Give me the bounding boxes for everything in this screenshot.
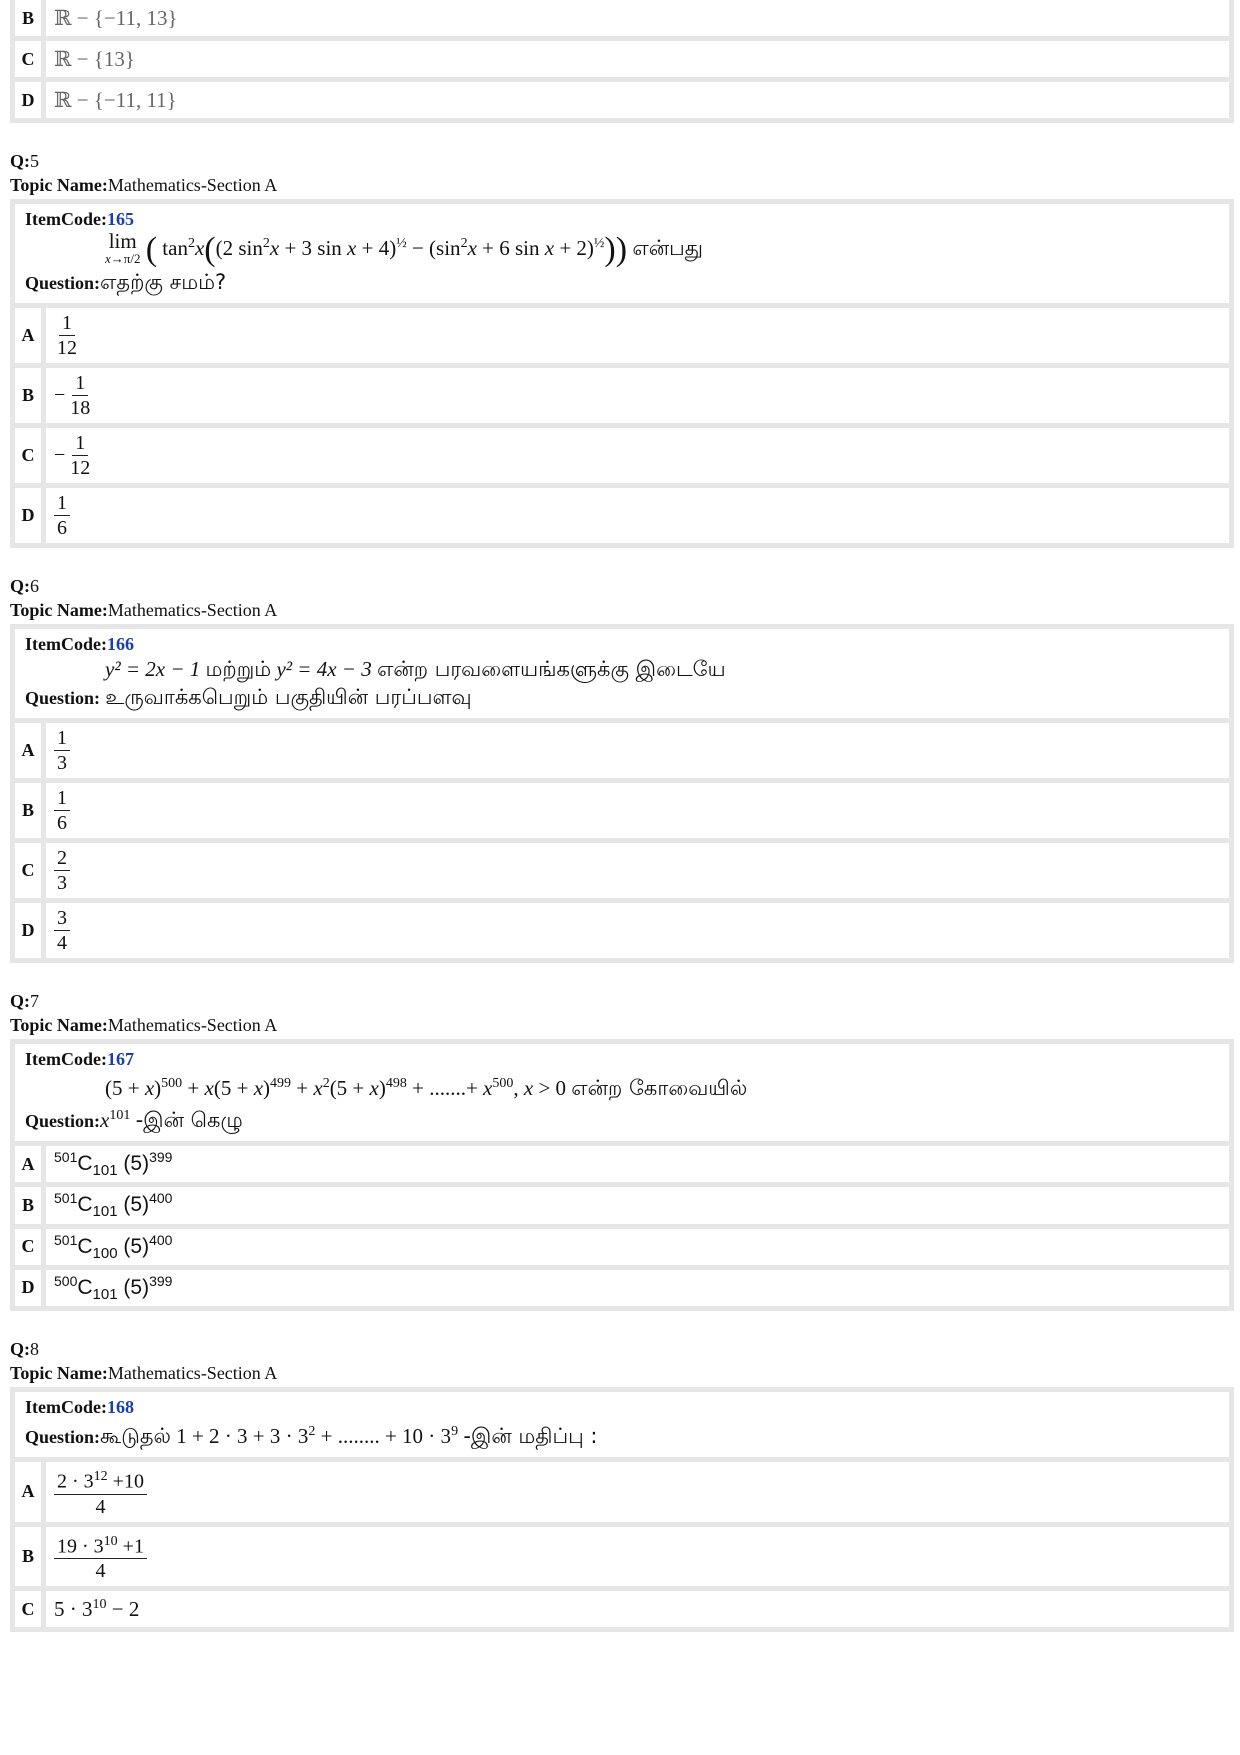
option-label: D — [15, 82, 46, 118]
option-fraction: $\frac{2}{3}$ — [54, 846, 70, 895]
option-row[interactable] — [10, 903, 1234, 963]
question-stem: y² = 2x − 1 மற்றும் y² = 4x − 3 என்ற பரவளையங்களுக்கு இடையே — [105, 657, 726, 682]
option-fraction: $\frac{2 \cdot 3^{12} +10}{4}$ — [54, 1465, 147, 1519]
stem-text: எதற்கு சமம்? — [100, 270, 227, 295]
option-row[interactable] — [10, 1591, 1234, 1632]
option-fraction: $\frac{1}{12}$ — [70, 432, 91, 480]
option-row[interactable] — [15, 0, 1229, 41]
topic-name: Topic Name:Mathematics-Section A — [10, 600, 278, 621]
question-panel — [10, 624, 1234, 723]
option-fraction: $\frac{1}{6}$ — [54, 491, 70, 540]
option-row[interactable] — [10, 1229, 1234, 1270]
option-value: $^{501}C_{101}$ $(5)^{400}$ — [54, 1190, 173, 1221]
option-value: ℝ − {13} — [54, 46, 135, 71]
option-fraction: $\frac{1}{3}$ — [54, 726, 70, 775]
question-panel: ItemCode:167 $(5 + x)^{500} + x(5 + x)^{499} + x^2(5 + x)^{498}$ + .......+ $x^{500}$, x > 0 என்ற கோவையில் $Question:x^{101}$ -இன் கெழு — [10, 1039, 1234, 1146]
question-block — [10, 989, 1234, 1311]
question-number: Q:7 — [10, 991, 39, 1012]
option-value: $^{501}C_{100}$ $(5)^{400}$ — [54, 1231, 173, 1262]
option-fraction: $\frac{1}{12}$ — [57, 312, 77, 360]
prev-options — [10, 0, 1234, 123]
option-value: ℝ − {−11, 13} — [54, 5, 178, 30]
question-stem: lim x→π/2 ( $\tan^2x((2$ $\sin^2x + 3$ $\sin x + 4)^{\frac{1}{2}} - (\sin^2x + 6$ sin x + 2)$^{\frac{1}{2}}$)) என்பது — [105, 229, 703, 269]
option-label: A — [15, 1146, 46, 1182]
stem-text: -இன் கெழு — [135, 1108, 243, 1133]
stem-text: என்ற கோவையில் — [571, 1076, 748, 1101]
question-block — [10, 1337, 1234, 1632]
question-number: Q:8 — [10, 1338, 39, 1359]
option-label: D — [15, 488, 46, 543]
option-row[interactable] — [10, 843, 1234, 903]
option-label: A — [15, 723, 46, 778]
option-row[interactable] — [10, 1146, 1234, 1187]
option-label: C — [15, 1591, 46, 1627]
option-label: C — [15, 428, 46, 483]
option-value: ℝ − {−11, 11} — [54, 87, 177, 112]
option-label: D — [15, 903, 46, 958]
option-row[interactable]: C − $\frac{1}{12}$ — [10, 428, 1234, 488]
stem-text: உருவாக்கபெறும் பகுதியின் பரப்பளவு — [105, 685, 472, 710]
option-label: A — [15, 1462, 46, 1522]
option-row[interactable] — [10, 783, 1234, 843]
option-value: $^{500}C_{101}$ $(5)^{399}$ — [54, 1272, 173, 1303]
question-panel — [10, 199, 1234, 308]
question-panel — [10, 1387, 1234, 1462]
question-block — [10, 149, 1234, 548]
option-label: C — [15, 843, 46, 898]
option-fraction: $\frac{19 \cdot 3^{10} +1}{4}$ — [54, 1530, 147, 1584]
option-row[interactable] — [10, 1527, 1234, 1592]
option-value: $^{501}C_{101}$ $(5)^{399}$ — [54, 1149, 173, 1180]
option-row[interactable] — [10, 1187, 1234, 1228]
question-label: Question: — [25, 1426, 101, 1447]
item-code: ItemCode:165 — [25, 209, 134, 229]
question-stem: Question:கூடுதல் $1 + 2 \cdot 3 + 3 \cdot 3^2$ + ........ + $10 \cdot 3^9$ -இன் மதிப்பு : — [25, 1423, 598, 1448]
option-label: B — [15, 0, 46, 36]
item-code: ItemCode:167 — [25, 1049, 134, 1070]
topic-name: Topic Name:Mathematics-Section A — [10, 175, 278, 195]
item-code: ItemCode:166 — [25, 634, 134, 655]
option-label: D — [15, 1270, 46, 1306]
option-label: A — [15, 308, 46, 363]
option-label: C — [15, 1229, 46, 1265]
option-label: C — [15, 41, 46, 77]
topic-name: Topic Name:Mathematics-Section A — [10, 1362, 278, 1383]
option-label: B — [15, 783, 46, 838]
option-row[interactable] — [10, 488, 1234, 548]
question-stem: $(5 + x)^{500} + x(5 + x)^{499} + x^2(5 + x)^{498}$ + .......+ $x^{500}$, x > 0 என்ற கோவையில் — [105, 1076, 748, 1101]
option-label: B — [15, 1187, 46, 1223]
question-number: Q:6 — [10, 576, 39, 597]
question-number: Q:5 — [10, 151, 39, 171]
option-row[interactable] — [10, 308, 1234, 368]
option-row[interactable] — [10, 1462, 1234, 1527]
question-block — [10, 574, 1234, 963]
option-row[interactable] — [15, 82, 1229, 118]
option-row[interactable] — [10, 723, 1234, 783]
question-label: Question: — [25, 273, 101, 294]
option-fraction: $\frac{1}{6}$ — [54, 786, 70, 835]
option-fraction: $\frac{3}{4}$ — [54, 906, 70, 955]
question-label: Question: — [25, 688, 101, 709]
option-row[interactable]: B − $\frac{1}{18}$ — [10, 368, 1234, 428]
option-label: B — [15, 368, 46, 423]
option-row[interactable] — [15, 41, 1229, 82]
option-value: $5 \cdot 3^{10} - 2$ — [54, 1596, 140, 1621]
option-row[interactable] — [10, 1270, 1234, 1311]
stem-text: என்பது — [632, 236, 703, 260]
question-label: Question: — [25, 1111, 101, 1132]
option-fraction: $\frac{1}{18}$ — [70, 372, 91, 420]
topic-name: Topic Name:Mathematics-Section A — [10, 1015, 278, 1036]
option-label: B — [15, 1527, 46, 1587]
item-code: ItemCode:168 — [25, 1396, 134, 1417]
